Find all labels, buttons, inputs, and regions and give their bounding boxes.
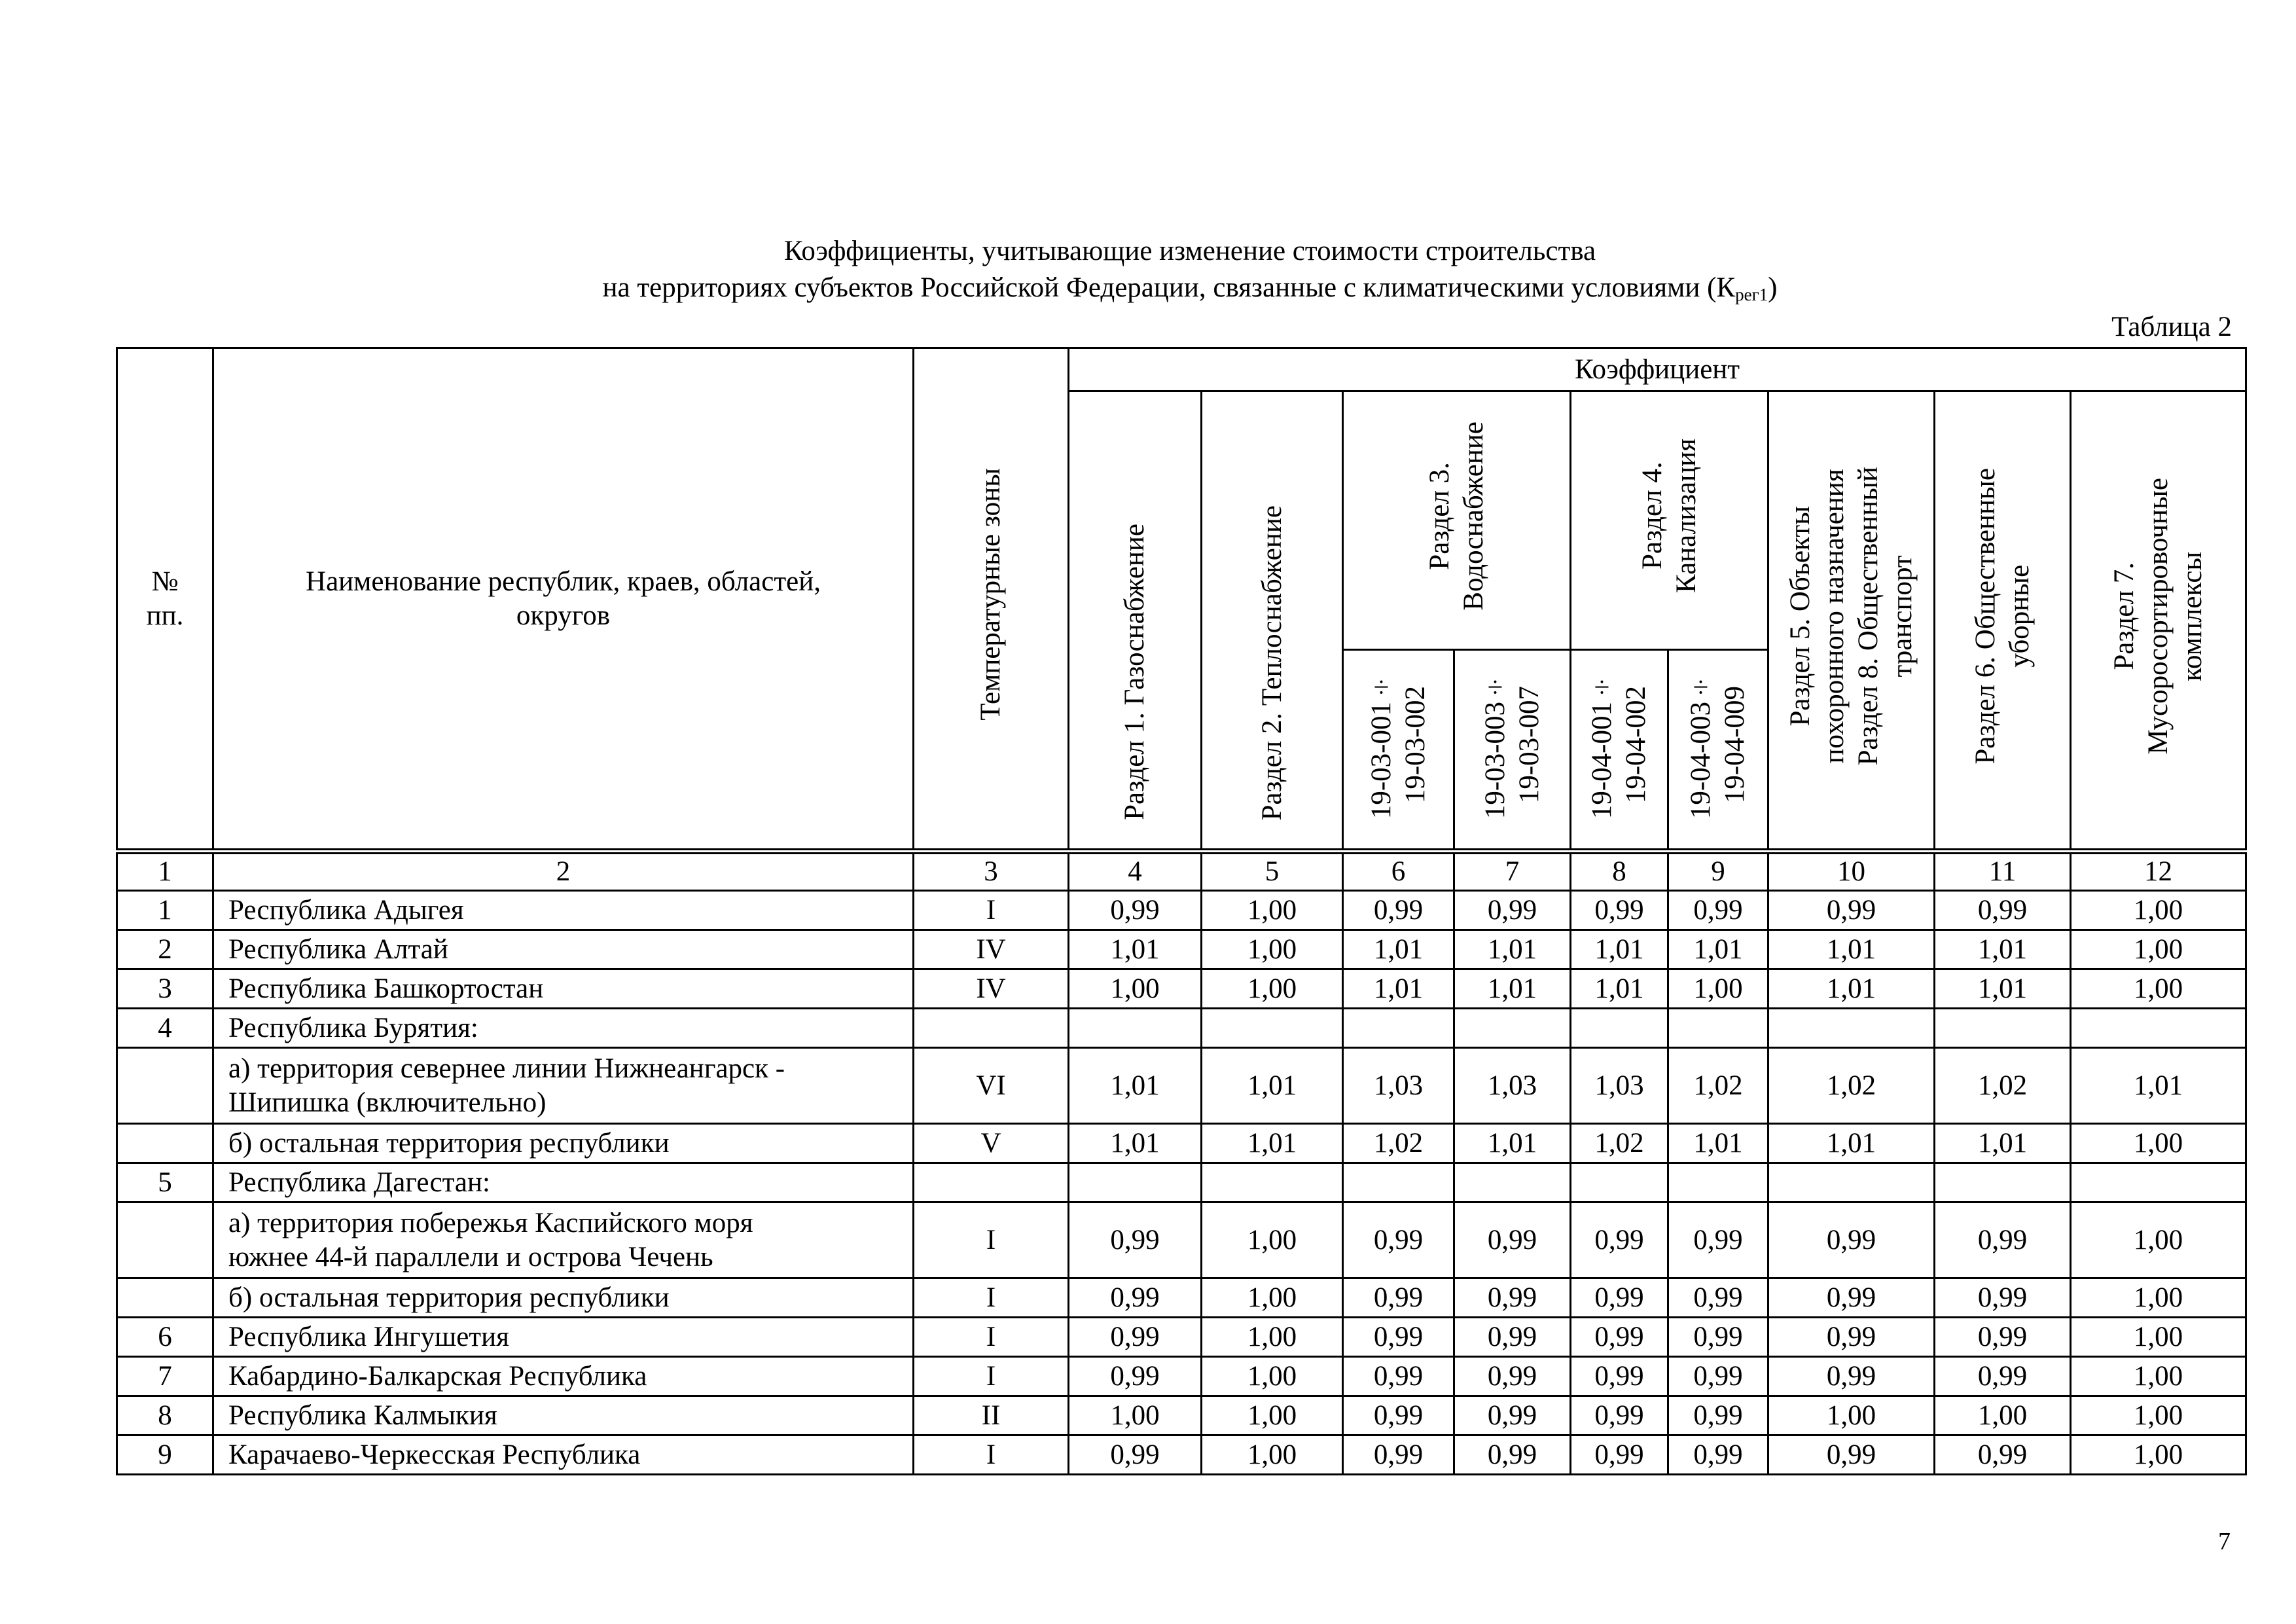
table-row [117, 1435, 2246, 1475]
coefficient-value: 1,00 [2071, 930, 2246, 969]
coefficient-value [1343, 1163, 1454, 1202]
coefficient-value: 0,99 [1069, 1202, 1202, 1278]
coefficient-value: 1,00 [1202, 1357, 1343, 1396]
coefficient-value: 0,99 [1935, 1202, 2071, 1278]
coefficient-value: 1,00 [2071, 891, 2246, 930]
header-section-4b [1668, 650, 1768, 852]
coefficient-value: 1,00 [1768, 1396, 1935, 1435]
header-section-4a-text: 19-04-001÷ 19-04-002 [1587, 671, 1651, 820]
coefficient-value: 0,99 [1343, 1318, 1454, 1357]
coefficient-value: 1,01 [1668, 1124, 1768, 1163]
temperature-zone: IV [914, 930, 1069, 969]
coefficient-value: 0,99 [1069, 1318, 1202, 1357]
coefficient-value [1935, 1163, 2071, 1202]
document-title [0, 233, 2296, 313]
column-number: 4 [1069, 852, 1202, 891]
coefficient-value: 0,99 [1571, 1318, 1668, 1357]
coefficient-value: 0,99 [1571, 1278, 1668, 1318]
title-line-2-text: на территориях субъектов Российской Федерации, связанные с климатическими условиями (К [602, 272, 1736, 303]
region-name: Кабардино-Балкарская Республика [213, 1357, 914, 1396]
coefficient-value: 0,99 [1668, 891, 1768, 930]
column-number: 11 [1935, 852, 2071, 891]
temperature-zone: I [914, 891, 1069, 930]
coefficient-value: 1,01 [1343, 930, 1454, 969]
header-section-3a-text: 19-03-001÷ 19-03-002 [1365, 671, 1431, 820]
row-number: 7 [117, 1357, 213, 1396]
coefficient-value: 1,01 [1069, 1124, 1202, 1163]
column-number: 5 [1202, 852, 1343, 891]
coefficient-value: 0,99 [1454, 1278, 1571, 1318]
coefficient-value [1571, 1163, 1668, 1202]
coefficient-value: 0,99 [1571, 1396, 1668, 1435]
coefficient-value [1768, 1163, 1935, 1202]
coefficient-value: 1,00 [2071, 1278, 2246, 1318]
row-number: 9 [117, 1435, 213, 1475]
coefficient-value: 1,01 [1935, 1124, 2071, 1163]
coefficient-value: 1,01 [1454, 1124, 1571, 1163]
column-number: 12 [2071, 852, 2246, 891]
table-row [117, 930, 2246, 969]
coefficient-value: 1,00 [2071, 1396, 2246, 1435]
coefficient-value: 0,99 [1768, 1435, 1935, 1475]
coefficient-value [1768, 1009, 1935, 1048]
temperature-zone: I [914, 1357, 1069, 1396]
coefficient-value: 1,02 [1571, 1124, 1668, 1163]
coefficient-value: 1,01 [1768, 1124, 1935, 1163]
coefficient-value: 1,03 [1571, 1048, 1668, 1124]
header-section-3b [1454, 650, 1571, 852]
table-row [117, 1202, 2246, 1278]
coefficient-value: 0,99 [1343, 1435, 1454, 1475]
coefficient-value: 0,99 [1069, 891, 1202, 930]
table-row [117, 1124, 2246, 1163]
coefficient-value: 1,01 [1571, 969, 1668, 1009]
coefficient-value: 1,01 [1454, 930, 1571, 969]
coefficient-value: 1,00 [1668, 969, 1768, 1009]
coefficient-value: 0,99 [1935, 1435, 2071, 1475]
table-row [117, 1278, 2246, 1318]
coefficient-value [2071, 1009, 2246, 1048]
coefficient-value [1454, 1009, 1571, 1048]
temperature-zone: II [914, 1396, 1069, 1435]
coefficient-value: 1,01 [1768, 930, 1935, 969]
column-number: 10 [1768, 852, 1935, 891]
title-subscript: рег1 [1735, 285, 1768, 304]
coefficient-value: 0,99 [1571, 1357, 1668, 1396]
coefficient-value: 1,03 [1454, 1048, 1571, 1124]
temperature-zone: VI [914, 1048, 1069, 1124]
column-number: 6 [1343, 852, 1454, 891]
table-row [117, 969, 2246, 1009]
table-row [117, 1163, 2246, 1202]
table-row [117, 1318, 2246, 1357]
region-name: Республика Дагестан: [213, 1163, 914, 1202]
header-name: Наименование республик, краев, областей, округов [213, 348, 914, 852]
row-number [117, 1124, 213, 1163]
region-name: б) остальная территория республики [213, 1278, 914, 1318]
coefficient-value: 1,00 [2071, 1435, 2246, 1475]
coefficient-value: 1,01 [1454, 969, 1571, 1009]
temperature-zone: IV [914, 969, 1069, 1009]
coefficient-value: 0,99 [1454, 1202, 1571, 1278]
header-section-7 [2071, 391, 2246, 852]
temperature-zone: V [914, 1124, 1069, 1163]
coefficient-value: 0,99 [1343, 1357, 1454, 1396]
row-number: 1 [117, 891, 213, 930]
coefficient-value: 0,99 [1454, 1435, 1571, 1475]
coefficient-value: 0,99 [1343, 1396, 1454, 1435]
column-number: 7 [1454, 852, 1571, 891]
column-number: 8 [1571, 852, 1668, 891]
coefficient-value: 1,00 [1935, 1396, 2071, 1435]
coefficient-value: 1,00 [2071, 1318, 2246, 1357]
header-section-3a [1343, 650, 1454, 852]
region-name: Республика Алтай [213, 930, 914, 969]
coefficient-value: 1,00 [1202, 969, 1343, 1009]
coefficient-value: 1,01 [1668, 930, 1768, 969]
coefficient-value [1668, 1163, 1768, 1202]
coefficient-value: 0,99 [1935, 1278, 2071, 1318]
coefficient-value: 1,00 [1069, 1396, 1202, 1435]
coefficient-value [1202, 1163, 1343, 1202]
coefficient-value: 1,00 [2071, 1124, 2246, 1163]
temperature-zone [914, 1163, 1069, 1202]
coefficient-value: 0,99 [1935, 1357, 2071, 1396]
coefficient-value: 1,00 [1202, 1318, 1343, 1357]
header-section-2 [1202, 391, 1343, 852]
header-section-4 [1571, 391, 1768, 650]
header-row-1 [117, 348, 2246, 391]
coefficient-value: 0,99 [1343, 891, 1454, 930]
header-section-5-8 [1768, 391, 1935, 852]
coefficient-value: 0,99 [1668, 1202, 1768, 1278]
page-number: 7 [2218, 1528, 2231, 1555]
temperature-zone: I [914, 1278, 1069, 1318]
coefficient-value: 1,00 [1202, 891, 1343, 930]
header-section-2-text: Раздел 2. Теплоснабжение [1256, 505, 1287, 820]
row-number: 3 [117, 969, 213, 1009]
coefficient-value [1069, 1009, 1202, 1048]
table-row [117, 1048, 2246, 1124]
header-section-4a [1571, 650, 1668, 852]
coefficient-value [1343, 1009, 1454, 1048]
temperature-zone: I [914, 1435, 1069, 1475]
header-section-3 [1343, 391, 1571, 650]
coefficient-value [2071, 1163, 2246, 1202]
coefficient-value: 0,99 [1668, 1396, 1768, 1435]
header-section-3b-text: 19-03-003÷ 19-03-007 [1479, 671, 1545, 820]
coefficient-value: 1,01 [1571, 930, 1668, 969]
coefficient-value: 1,00 [1202, 1202, 1343, 1278]
coefficient-value: 1,01 [1935, 969, 2071, 1009]
column-number: 9 [1668, 852, 1768, 891]
coefficient-value: 0,99 [1571, 1435, 1668, 1475]
coefficient-value: 1,01 [2071, 1048, 2246, 1124]
coefficient-value: 1,00 [1069, 969, 1202, 1009]
header-section-3-text: Раздел 3. Водоснабжение [1424, 422, 1489, 611]
coefficient-value: 0,99 [1768, 1357, 1935, 1396]
coefficient-value: 1,02 [1768, 1048, 1935, 1124]
coefficient-value: 1,01 [1069, 1048, 1202, 1124]
region-name: б) остальная территория республики [213, 1124, 914, 1163]
table-label: Таблица 2 [2111, 312, 2232, 342]
header-section-4-text: Раздел 4. Канализация [1636, 439, 1702, 594]
temperature-zone [914, 1009, 1069, 1048]
coefficient-value: 1,01 [1343, 969, 1454, 1009]
row-number [117, 1048, 213, 1124]
row-number [117, 1278, 213, 1318]
row-number: 5 [117, 1163, 213, 1202]
coefficient-value: 1,01 [1768, 969, 1935, 1009]
temperature-zone: I [914, 1318, 1069, 1357]
temperature-zone: I [914, 1202, 1069, 1278]
coefficient-value: 1,00 [1202, 1278, 1343, 1318]
table-row [117, 1357, 2246, 1396]
row-number: 4 [117, 1009, 213, 1048]
header-section-6 [1935, 391, 2071, 852]
region-name: Карачаево-Черкесская Республика [213, 1435, 914, 1475]
row-number [117, 1202, 213, 1278]
coefficient-value: 1,00 [2071, 1357, 2246, 1396]
region-name: Республика Калмыкия [213, 1396, 914, 1435]
header-section-6-text: Раздел 6. Общественные уборные [1969, 467, 2035, 765]
coefficient-value [1571, 1009, 1668, 1048]
coefficient-value: 0,99 [1069, 1435, 1202, 1475]
coefficient-value: 0,99 [1768, 891, 1935, 930]
header-zone [914, 348, 1069, 852]
coefficient-value: 0,99 [1768, 1202, 1935, 1278]
coefficient-value: 0,99 [1571, 1202, 1668, 1278]
coefficient-value: 1,02 [1935, 1048, 2071, 1124]
coefficient-value: 1,00 [1202, 1396, 1343, 1435]
coefficient-value: 1,03 [1343, 1048, 1454, 1124]
header-section-1 [1069, 391, 1202, 852]
table-row [117, 1396, 2246, 1435]
header-section-7-text: Раздел 7. Мусоросортировочные комплексы [2108, 477, 2208, 755]
coefficient-value: 0,99 [1454, 1318, 1571, 1357]
coefficient-value: 0,99 [1454, 1357, 1571, 1396]
table-row [117, 891, 2246, 930]
title-line-2 [0, 270, 2296, 313]
coefficient-value: 0,99 [1668, 1435, 1768, 1475]
coefficient-value: 1,02 [1668, 1048, 1768, 1124]
region-name: Республика Бурятия: [213, 1009, 914, 1048]
coefficient-value: 1,01 [1069, 930, 1202, 969]
row-number: 2 [117, 930, 213, 969]
column-number-row [117, 852, 2246, 891]
title-line-1: Коэффициенты, учитывающие изменение стоимости строительства [783, 236, 1596, 266]
region-name: Республика Ингушетия [213, 1318, 914, 1357]
table-body [117, 348, 2246, 1475]
coefficient-value: 1,02 [1343, 1124, 1454, 1163]
coefficient-value: 0,99 [1069, 1278, 1202, 1318]
coefficient-value: 1,00 [2071, 969, 2246, 1009]
header-section-1-text: Раздел 1. Газоснабжение [1119, 524, 1150, 820]
coefficient-value [1454, 1163, 1571, 1202]
coefficient-value: 1,01 [1202, 1124, 1343, 1163]
region-name: Республика Адыгея [213, 891, 914, 930]
row-number: 8 [117, 1396, 213, 1435]
title-close-paren: ) [1768, 272, 1778, 303]
coefficient-value: 1,00 [2071, 1202, 2246, 1278]
coefficient-value: 0,99 [1343, 1202, 1454, 1278]
coefficient-value: 1,00 [1202, 930, 1343, 969]
header-num: № пп. [117, 348, 213, 852]
table-row [117, 1009, 2246, 1048]
coefficient-value: 0,99 [1935, 1318, 2071, 1357]
coefficient-value: 1,01 [1202, 1048, 1343, 1124]
coefficient-value: 0,99 [1343, 1278, 1454, 1318]
coefficient-value: 0,99 [1768, 1278, 1935, 1318]
coefficient-value: 0,99 [1768, 1318, 1935, 1357]
coefficient-value: 0,99 [1571, 891, 1668, 930]
region-name: Республика Башкортостан [213, 969, 914, 1009]
column-number: 3 [914, 852, 1069, 891]
row-number: 6 [117, 1318, 213, 1357]
coefficient-value [1668, 1009, 1768, 1048]
column-number: 1 [117, 852, 213, 891]
region-name: а) территория севернее линии Нижнеангарск - Шипишка (включительно) [213, 1048, 914, 1124]
coefficient-value: 0,99 [1454, 1396, 1571, 1435]
coefficient-value: 0,99 [1069, 1357, 1202, 1396]
coefficient-value [1069, 1163, 1202, 1202]
region-name: а) территория побережья Каспийского моря южнее 44-й параллели и острова Чечень [213, 1202, 914, 1278]
coefficient-value: 0,99 [1668, 1278, 1768, 1318]
coefficient-value: 0,99 [1668, 1318, 1768, 1357]
header-section-5-8-text: Раздел 5. Объекты похоронного назначения Раздел 8. Общественный транспорт [1784, 466, 1918, 766]
header-zone-text: Температурные зоны [975, 468, 1006, 721]
coefficient-value [1202, 1009, 1343, 1048]
coefficient-value: 0,99 [1935, 891, 2071, 930]
header-section-4b-text: 19-04-003÷ 19-04-009 [1685, 671, 1750, 820]
coefficient-value: 1,01 [1935, 930, 2071, 969]
coefficient-value: 0,99 [1668, 1357, 1768, 1396]
coefficient-value: 0,99 [1454, 891, 1571, 930]
header-coefficient: Коэффициент [1069, 348, 2246, 391]
coefficient-value [1935, 1009, 2071, 1048]
column-number: 2 [213, 852, 914, 891]
coefficient-table [116, 347, 2247, 1475]
coefficient-value: 1,00 [1202, 1435, 1343, 1475]
